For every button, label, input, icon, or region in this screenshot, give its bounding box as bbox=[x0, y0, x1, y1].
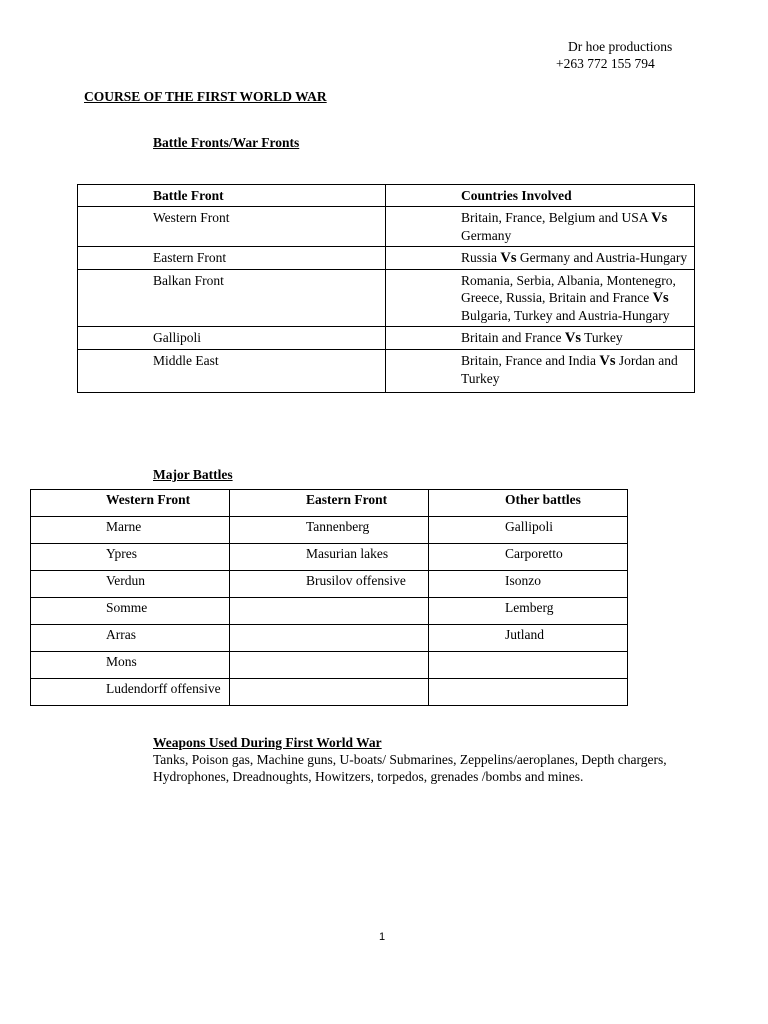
document-title: COURSE OF THE FIRST WORLD WAR bbox=[84, 89, 327, 104]
battle-cell: Isonzo bbox=[429, 571, 628, 598]
countries-side-a: Britain and France bbox=[461, 330, 562, 345]
author-name: Dr hoe productions bbox=[568, 39, 673, 54]
battle-cell: Ludendorff offensive bbox=[31, 679, 230, 706]
front-name: Gallipoli bbox=[78, 327, 386, 350]
countries-side-b: Bulgaria, Turkey and Austria-Hungary bbox=[461, 308, 670, 323]
column-header: Countries Involved bbox=[386, 185, 695, 207]
table-row bbox=[31, 679, 628, 706]
table-row bbox=[31, 598, 628, 625]
vs-label: Vs bbox=[500, 250, 517, 266]
battle-cell bbox=[429, 679, 628, 706]
countries-cell bbox=[386, 247, 695, 270]
column-header: Western Front bbox=[31, 490, 230, 517]
table-row bbox=[31, 652, 628, 679]
battle-cell: Arras bbox=[31, 625, 230, 652]
countries-side-a: Britain, France, Belgium and USA bbox=[461, 210, 648, 225]
countries-cell bbox=[386, 350, 695, 393]
column-header: Other battles bbox=[429, 490, 628, 517]
front-name: Balkan Front bbox=[78, 270, 386, 327]
column-header: Eastern Front bbox=[230, 490, 429, 517]
fronts-heading: Battle Fronts/War Fronts bbox=[153, 135, 300, 150]
countries-cell bbox=[386, 207, 695, 247]
table-row bbox=[78, 247, 695, 270]
countries-side-a: Russia bbox=[461, 250, 498, 265]
fronts-table bbox=[77, 184, 695, 393]
battle-cell: Somme bbox=[31, 598, 230, 625]
battle-cell: Verdun bbox=[31, 571, 230, 598]
page-number: 1 bbox=[379, 931, 386, 943]
countries-side-a: Romania, Serbia, Albania, Montenegro, Greece, Russia, Britain and France bbox=[461, 273, 676, 305]
battle-cell: Gallipoli bbox=[429, 517, 628, 544]
countries-side-b: Jordan and Turkey bbox=[461, 353, 678, 386]
table-row bbox=[31, 625, 628, 652]
countries-side-a: Britain, France and India bbox=[461, 353, 596, 368]
vs-label: Vs bbox=[599, 353, 616, 369]
battle-cell: Carporetto bbox=[429, 544, 628, 571]
table-row bbox=[78, 327, 695, 350]
table-header-row bbox=[31, 490, 628, 517]
battle-cell: Masurian lakes bbox=[230, 544, 429, 571]
battle-cell: Marne bbox=[31, 517, 230, 544]
vs-label: Vs bbox=[652, 290, 669, 306]
vs-label: Vs bbox=[651, 210, 668, 226]
weapons-paragraph: Tanks, Poison gas, Machine guns, U-boats/ Submarines, Zeppelins/aeroplanes, Depth chargers, Hydrophones, Dreadnoughts, Howitzers, torpedos, grenades /bombs and mines. bbox=[153, 752, 667, 784]
table-row bbox=[31, 517, 628, 544]
countries-cell bbox=[386, 327, 695, 350]
table-row bbox=[78, 207, 695, 247]
table-row bbox=[78, 350, 695, 393]
countries-cell bbox=[386, 270, 695, 327]
author-phone: +263 772 155 794 bbox=[556, 56, 655, 71]
countries-side-b: Germany and Austria-Hungary bbox=[519, 250, 688, 265]
battle-cell bbox=[230, 598, 429, 625]
battle-cell bbox=[429, 652, 628, 679]
document-header bbox=[556, 38, 736, 72]
battle-cell: Jutland bbox=[429, 625, 628, 652]
table-row bbox=[31, 571, 628, 598]
vs-label: Vs bbox=[564, 330, 581, 346]
weapons-heading: Weapons Used During First World War bbox=[153, 735, 382, 750]
table-row bbox=[31, 544, 628, 571]
battle-cell: Lemberg bbox=[429, 598, 628, 625]
front-name: Western Front bbox=[78, 207, 386, 247]
table-header-row bbox=[78, 185, 695, 207]
battles-heading: Major Battles bbox=[153, 467, 233, 482]
countries-side-b: Germany bbox=[461, 228, 512, 243]
battle-cell bbox=[230, 679, 429, 706]
battle-cell bbox=[230, 652, 429, 679]
front-name: Middle East bbox=[78, 350, 386, 393]
battle-cell: Tannenberg bbox=[230, 517, 429, 544]
battle-cell: Ypres bbox=[31, 544, 230, 571]
table-row bbox=[78, 270, 695, 327]
battles-table bbox=[30, 489, 628, 706]
countries-side-b: Turkey bbox=[584, 330, 623, 345]
front-name: Eastern Front bbox=[78, 247, 386, 270]
battle-cell: Brusilov offensive bbox=[230, 571, 429, 598]
column-header: Battle Front bbox=[78, 185, 386, 207]
battle-cell bbox=[230, 625, 429, 652]
battle-cell: Mons bbox=[31, 652, 230, 679]
